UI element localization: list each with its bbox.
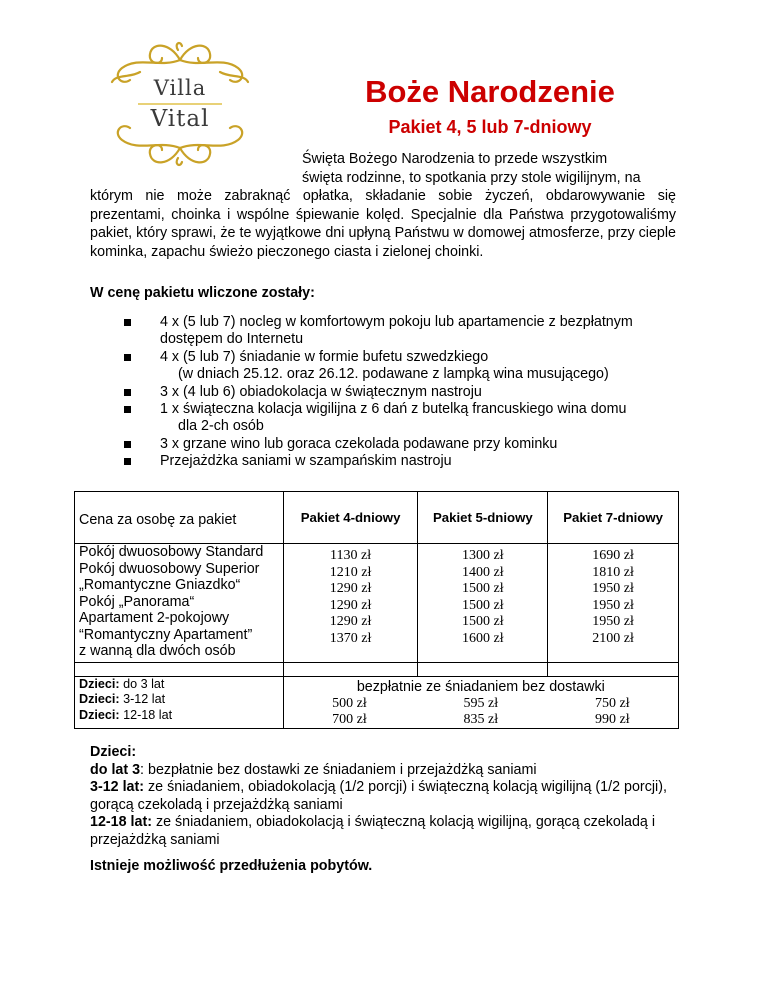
table-spacer-row bbox=[75, 663, 679, 677]
list-item bbox=[124, 314, 684, 349]
table-row bbox=[75, 544, 679, 663]
kids-prices-cell bbox=[283, 677, 678, 729]
page-subtitle: Pakiet 4, 5 lub 7-dniowy bbox=[388, 117, 592, 137]
included-heading: W cenę pakietu wliczone zostały: bbox=[90, 285, 315, 301]
included-list bbox=[124, 314, 684, 471]
price-value: 595 zł bbox=[463, 696, 499, 711]
price-value: 1300 zł bbox=[462, 548, 504, 563]
price-table bbox=[74, 491, 679, 729]
list-item-text: 4 x (5 lub 7) nocleg w komfortowym pokoju lub apartamencie z bezpłatnym bbox=[160, 314, 633, 330]
kids-notes bbox=[90, 744, 690, 850]
price-value: 1950 zł bbox=[592, 581, 634, 596]
kids-label: Dzieci: 3-12 lat bbox=[79, 692, 166, 707]
room-type: Apartament 2-pokojowy bbox=[79, 610, 230, 626]
price-value: 1290 zł bbox=[329, 614, 372, 629]
logo-text-villa: Villa bbox=[153, 76, 207, 100]
list-item-text: 1 x świąteczna kolacja wigilijna z 6 dań z butelką francuskiego wina domu bbox=[160, 401, 627, 418]
price-value: 500 zł bbox=[332, 696, 367, 711]
price-value: 2100 zł bbox=[592, 630, 634, 646]
intro-paragraph bbox=[90, 150, 676, 261]
price-value: 750 zł bbox=[594, 696, 630, 711]
list-item bbox=[124, 384, 684, 401]
prices-5-days-cell bbox=[418, 544, 548, 663]
price-value: 1370 zł bbox=[329, 630, 372, 646]
list-item-text: 3 x (4 lub 6) obiadokolacja w świątecznym nastroju bbox=[160, 383, 482, 400]
prices-7-days-cell bbox=[548, 544, 679, 663]
intro-rest: którym nie może zabraknąć opłatka, składanie sobie życzeń, obdarowywanie się prezentami, choinka i wspólne śpiewanie kolęd. Specjalnie dla Państwa przygotowaliśmy pakiet, który sprawi, że te wyjątkowe dni upłyną Państwu w domowej atmosferze, przy cieple kominka, zapachu świeżo pieczonego ciasta i zielonej choinki. bbox=[90, 188, 676, 260]
price-value: 1950 zł bbox=[592, 597, 634, 613]
room-type: „Romantyczne Gniazdko“ bbox=[79, 577, 241, 593]
price-value: 1810 zł bbox=[592, 564, 634, 580]
table-header-row bbox=[75, 492, 679, 544]
column-header-4-days: Pakiet 4-dniowy bbox=[283, 492, 418, 544]
column-header-5-days: Pakiet 5-dniowy bbox=[418, 492, 548, 544]
note-line: do lat 3: bezpłatnie bez dostawki ze śniadaniem i przejażdżką saniami bbox=[90, 761, 537, 778]
list-item bbox=[124, 401, 684, 436]
list-item-text: 3 x grzane wino lub goraca czekolada podawane przy kominku bbox=[160, 435, 558, 452]
price-value: 1690 zł bbox=[592, 548, 634, 563]
logo-text-vital: Vital bbox=[150, 106, 210, 132]
list-item-continuation: dostępem do Internetu bbox=[160, 331, 304, 348]
price-value: 1500 zł bbox=[462, 614, 504, 629]
room-type: Pokój dwuosobowy Standard bbox=[79, 544, 264, 560]
kids-price-row bbox=[284, 712, 678, 728]
price-value: 1130 zł bbox=[330, 548, 372, 563]
price-value: 1210 zł bbox=[329, 564, 372, 580]
column-header-7-days: Pakiet 7-dniowy bbox=[548, 492, 679, 544]
page-title: Boże Narodzenie bbox=[365, 74, 615, 109]
price-value: 1500 zł bbox=[462, 597, 504, 613]
kids-label: Dzieci: do 3 lat bbox=[79, 677, 165, 691]
room-type: “Romantyczny Apartament” bbox=[79, 626, 253, 643]
notes-heading: Dzieci: bbox=[90, 744, 137, 760]
list-item-text: 4 x (5 lub 7) śniadanie w formie bufetu szwedzkiego bbox=[160, 348, 489, 365]
list-item bbox=[124, 349, 684, 384]
room-type: Pokój dwuosobowy Superior bbox=[79, 560, 260, 577]
list-item-text: Przejażdżka saniami w szampańskim nastroju bbox=[160, 453, 452, 470]
table-row-kids bbox=[75, 677, 679, 729]
price-value: 1500 zł bbox=[462, 581, 504, 596]
kids-free-note: bezpłatnie ze śniadaniem bez dostawki bbox=[356, 679, 605, 695]
price-value: 1400 zł bbox=[462, 564, 504, 580]
table-corner-label: Cena za osobę za pakiet bbox=[75, 492, 284, 544]
note-line: 12-18 lat: ze śniadaniem, obiadokolacją i świąteczną kolacją wigilijną, gorącą czekoladą i przejażdżką saniami bbox=[90, 814, 656, 848]
prices-4-days-cell bbox=[283, 544, 418, 663]
price-value: 1290 zł bbox=[329, 581, 372, 596]
note-line: 3-12 lat: ze śniadaniem, obiadokolacją (1/2 porcji) i świąteczną kolacją wigilijną (1/2 porcji), gorącą czekoladą i przejażdżką saniami bbox=[90, 779, 667, 813]
intro-line-1: Święta Bożego Narodzenia to przede wszystkim bbox=[302, 151, 608, 167]
price-value: 1290 zł bbox=[329, 597, 372, 613]
list-item-continuation: dla 2-ch osób bbox=[178, 418, 264, 435]
list-item bbox=[124, 453, 684, 470]
price-value: 1950 zł bbox=[592, 614, 634, 629]
list-item bbox=[124, 436, 684, 453]
price-value: 700 zł bbox=[332, 712, 367, 727]
intro-line-2: święta rodzinne, to spotkania przy stole wigilijnym, na bbox=[302, 169, 641, 186]
extension-note: Istnieje możliwość przedłużenia pobytów. bbox=[90, 858, 373, 874]
kids-labels-cell bbox=[75, 677, 284, 729]
room-type: z wanną dla dwóch osób bbox=[79, 643, 236, 659]
price-value: 835 zł bbox=[463, 712, 499, 727]
room-types-cell bbox=[75, 544, 284, 663]
price-value: 1600 zł bbox=[462, 630, 504, 646]
price-value: 990 zł bbox=[594, 712, 630, 727]
room-type: Pokój „Panorama“ bbox=[79, 593, 195, 610]
kids-label: Dzieci: 12-18 lat bbox=[79, 707, 173, 722]
list-item-continuation: (w dniach 25.12. oraz 26.12. podawane z lampką wina musującego) bbox=[178, 366, 609, 383]
kids-price-row bbox=[284, 696, 678, 712]
